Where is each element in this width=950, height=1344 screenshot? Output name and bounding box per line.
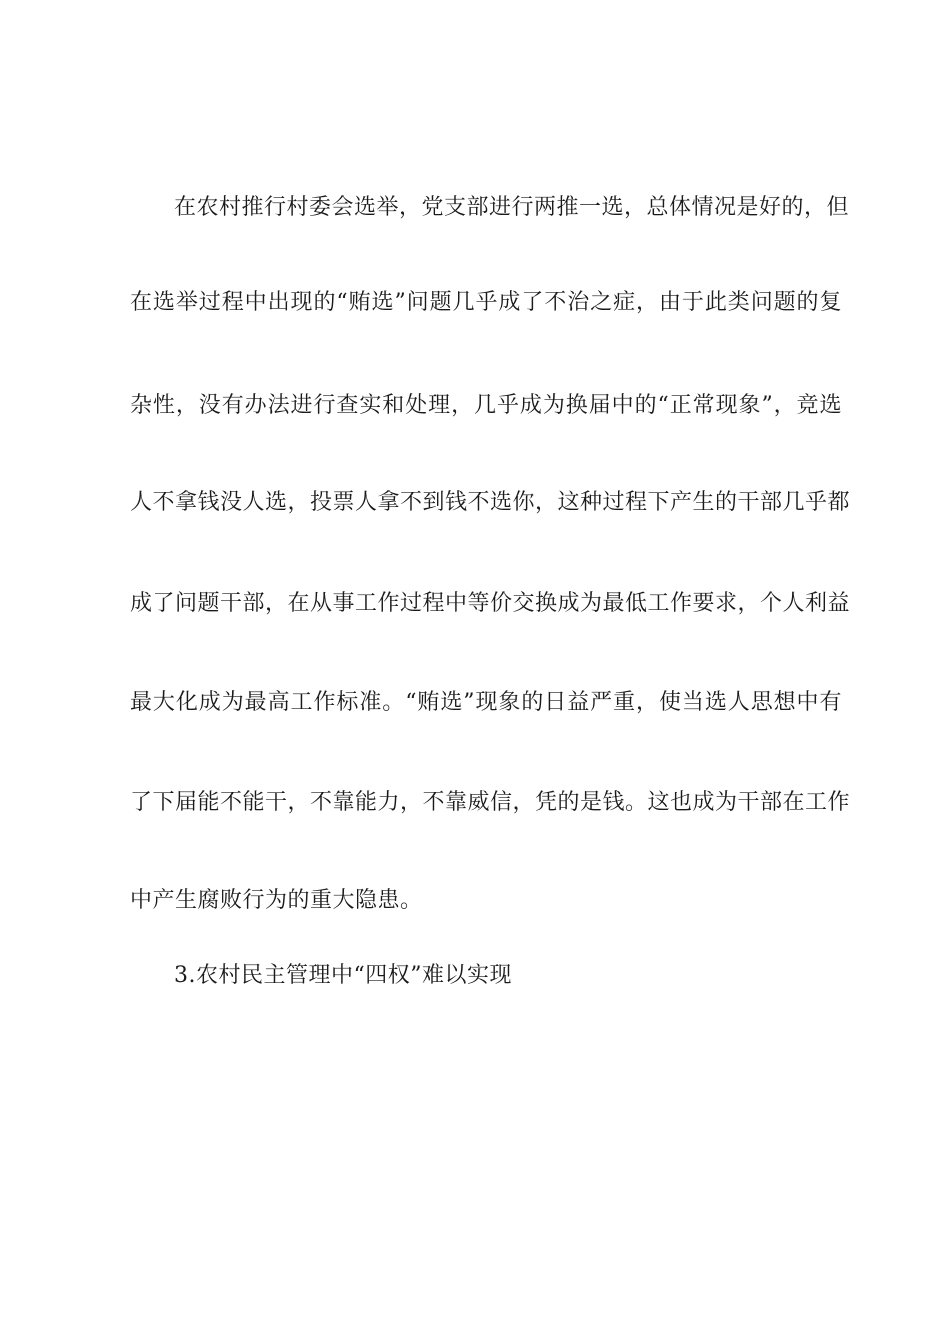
paragraph-line-1: 在农村推行村委会选举，党支部进行两推一选，总体情况是好的，但	[174, 195, 850, 220]
paragraph-line-7: 了下届能不能干，不靠能力，不靠威信，凭的是钱。这也成为干部在工作	[130, 790, 851, 815]
paragraph-line-2: 在选举过程中出现的“贿选”问题几乎成了不治之症，由于此类问题的复	[130, 290, 842, 315]
paragraph-line-5: 成了问题干部，在从事工作过程中等价交换成为最低工作要求，个人利益	[130, 591, 851, 616]
paragraph-line-3: 杂性，没有办法进行查实和处理，几乎成为换届中的“正常现象”，竞选	[130, 393, 842, 418]
paragraph-line-4: 人不拿钱没人选，投票人拿不到钱不选你，这种过程下产生的干部几乎都	[130, 490, 851, 515]
paragraph-line-8: 中产生腐败行为的重大隐患。	[130, 888, 423, 913]
section-heading: 3.农村民主管理中“四权”难以实现	[174, 963, 512, 988]
paragraph-line-6: 最大化成为最高工作标准。“贿选”现象的日益严重，使当选人思想中有	[130, 690, 842, 715]
